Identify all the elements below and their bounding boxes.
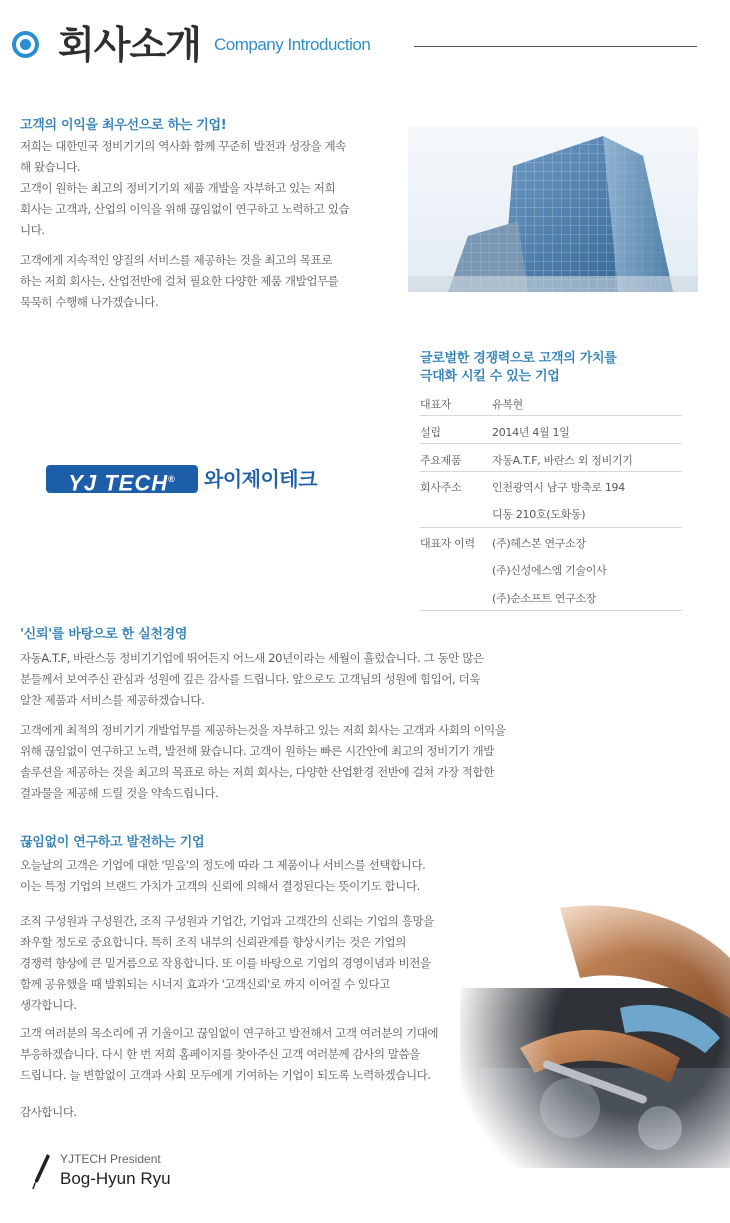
section3-paragraph-3: 고객 여러분의 목소리에 귀 기울이고 끊임없이 연구하고 발전해서 고객 여러분의 기대에 부응하겠습니다. 다시 한 번 저희 홈페이지를 찾아주신 고객 여러분께 감사의 말씀을 드립니다. 늘 변함없이 고객과 사회 모두에게 기여하는 기업이 되도록 노력하겠습니다.: [20, 1026, 439, 1082]
title-bullet-icon: [12, 31, 39, 58]
company-info-heading: 글로벌한 경쟁력으로 고객의 가치를 극대화 시킬 수 있는 기업: [420, 351, 617, 384]
pen-icon: [30, 1152, 52, 1192]
yjtech-logo: YJ TECH®: [46, 465, 198, 493]
company-name-korean: 와이제이테크: [204, 467, 317, 491]
info-divider: [420, 415, 682, 416]
page-title-english: Company Introduction: [214, 35, 371, 54]
info-divider: [420, 443, 682, 444]
section1-paragraph-2: 고객에게 지속적인 양질의 서비스를 제공하는 것을 최고의 목표로 하는 저희 회사는, 산업전반에 걸쳐 필요한 다양한 제품 개발업무를 묵묵히 수행해 나가겠습니다.: [20, 253, 339, 309]
building-photo: [408, 126, 698, 292]
section1-heading: 고객의 이익을 최우선으로 하는 기업!: [20, 118, 227, 133]
section1-paragraph-1: 저희는 대한민국 정비기기의 역사화 함께 꾸준히 발전과 성장을 계속 해 왔습니다. 고객이 원하는 최고의 정비기기외 제품 개발을 자부하고 있는 저희 회사는 고객과, 산업의 이익을 위해 끊임없이 연구하고 노력하고 있습 니다.: [20, 139, 350, 237]
section2-heading: '신뢰'를 바탕으로 한 실천경영: [20, 627, 188, 642]
section3-paragraph-1: 오늘날의 고객은 기업에 대한 '믿음'의 정도에 따라 그 제품이나 서비스를 선택합니다. 이는 특정 기업의 브랜드 가치가 고객의 신뢰에 의해서 결정된다는 뜻이기도 합니다.: [20, 858, 426, 893]
info-divider: [420, 610, 682, 611]
info-divider: [420, 471, 682, 472]
signature-name: Bog-Hyun Ryu: [60, 1169, 171, 1188]
mechanic-photo: [420, 868, 730, 1168]
page-title: 회사소개: [58, 23, 201, 67]
section2-paragraph-2: 고객에게 최적의 정비기기 개발업무를 제공하는것을 자부하고 있는 저희 회사는 고객과 사회의 이익을 위해 끊임없이 연구하고 노력, 발전해 왔습니다. 고객이 원하는 빠른 시간안에 최고의 정비기기 개발 솔루션을 제공하는 것을 최고의 목표로 하는 저희 회사는, 다양한 산업환경 전반에 걸쳐 가장 적합한 결과물을 제공해 드릴 것을 약속드립니다.: [20, 723, 506, 800]
section2-paragraph-1: 자동A.T.F, 바란스등 정비기기업에 뛰어든지 어느새 20년이라는 세월이 흘렀습니다. 그 동안 많은 분들께서 보여주신 관심과 성원에 깊은 감사를 드립니다. 앞으로도 고객님의 성원에 힘입어, 더욱 알찬 제품과 서비스를 제공하겠습니다.: [20, 651, 484, 707]
section3-paragraph-2: 조직 구성원과 구성원간, 조직 구성원과 기업간, 기업과 고객간의 신뢰는 기업의 흥망을 좌우할 정도로 중요합니다. 특히 조직 내부의 신뢰관계를 향상시키는 것은 기업의 경쟁력 향상에 큰 밑거름으로 작용합니다. 또 이를 바탕으로 기업의 경영이념과 비전을 함께 공유했을 때 발휘되는 시너지 효과가 '고객신뢰'로 까지 이어질 수 있다고 생각합니다.: [20, 914, 434, 1012]
section3-heading: 끊임없이 연구하고 발전하는 기업: [20, 835, 205, 850]
signature-title: YJTECH President: [60, 1152, 161, 1166]
closing-text: 감사합니다.: [20, 1105, 77, 1119]
header-rule: [414, 46, 697, 47]
info-divider: [420, 527, 682, 528]
